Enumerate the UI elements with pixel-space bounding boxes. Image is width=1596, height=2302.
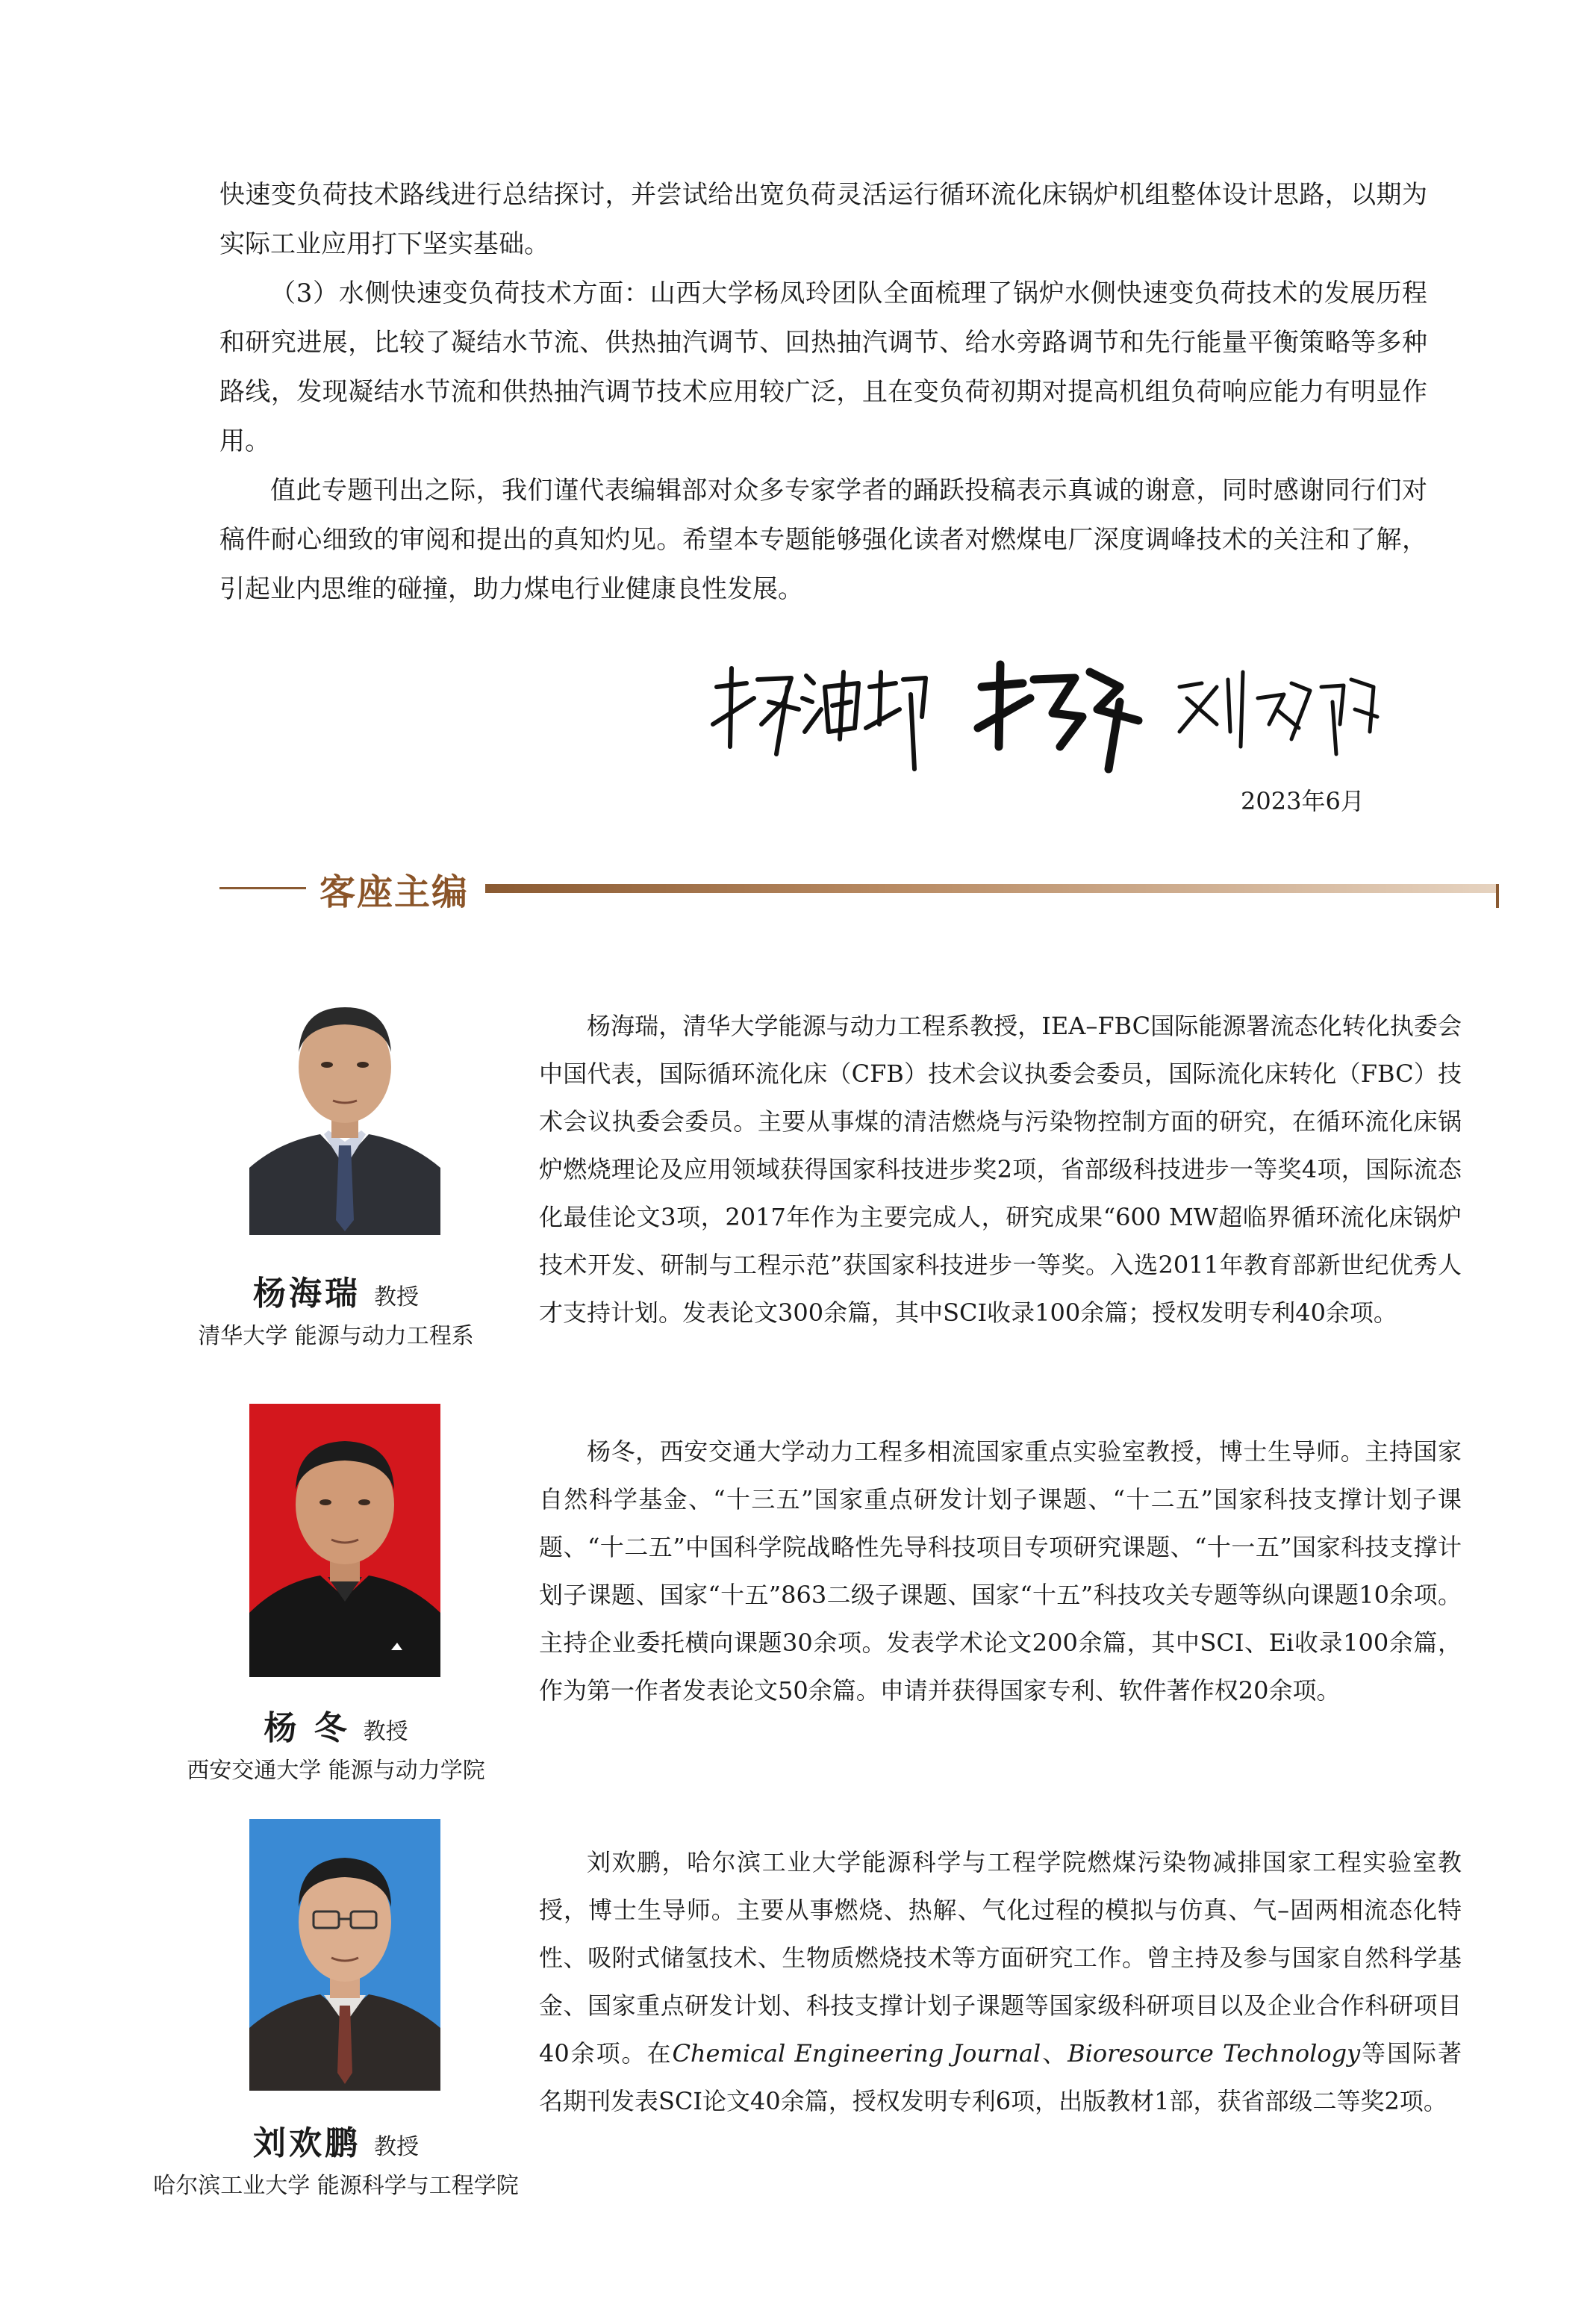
intro-paragraph: （3）水侧快速变负荷技术方面：山西大学杨凤玲团队全面梳理了锅炉水侧快速变负荷技术的发展历程和研究进展，比较了凝结水节流、供热抽汽调节、回热抽汽调节、给水旁路调节和先行能量平衡策略等多种路线，发现凝结水节流和供热抽汽调节技术应用较广泛，且在变负荷初期对提高机组负荷响应能力有明显作用。 [219,279,1427,456]
header-band-end [1496,884,1499,908]
portrait-photo [249,1819,440,2091]
header-rule-left [219,887,306,889]
signature-liu-huanpeng [1179,672,1377,754]
editor-title: 教授 [363,1719,408,1745]
intro-text [219,170,1427,614]
editor-name-row [149,1701,523,1749]
signature-yang-hairui [713,668,926,769]
bio-separator: 、 [1041,2039,1068,2068]
editor-name-row [149,2116,523,2164]
intro-paragraph: 快速变负荷技术路线进行总结探讨，并尝试给出宽负荷灵活运行循环流化床锅炉机组整体设计思路，以期为实际工业应用打下坚实基础。 [219,180,1427,259]
editor-bio: 杨海瑞，清华大学能源与动力工程系教授，IEA–FBC国际能源署流态化转化执委会中国代表，国际循环流化床（CFB）技术会议执委会委员，国际流化床转化（FBC）技术会议执委会委员。主要从事煤的清洁燃烧与污染物控制方面的研究，在循环流化床锅炉燃烧理论及应用领域获得国家科技进步奖2项，省部级科技进步一等奖4项，国际流态化最佳论文3项，2017年作为主要完成人，研究成果“600 MW超临界循环流化床锅炉技术开发、研制与工程示范”获国家科技进步一等奖。入选2011年教育部新世纪优秀人才支持计划。发表论文300余篇，其中SCI收录100余篇；授权发明专利40余项。 [539,1012,1462,1327]
portrait-photo [249,981,440,1235]
intro-paragraph: 值此专题刊出之际，我们谨代表编辑部对众多专家学者的踊跃投稿表示真诚的谢意，同时感谢同行们对稿件耐心细致的审阅和提出的真知灼见。希望本专题能够强化读者对燃煤电厂深度调峰技术的关注和了解，引起业内思维的碰撞，助力煤电行业健康良性发展。 [219,476,1427,604]
section-header [219,859,1511,918]
portrait-photo [249,1404,440,1677]
signature-date: 2023年6月 [1241,787,1365,815]
header-band [485,884,1499,893]
editor-name: 杨 冬 [264,1709,350,1747]
editor-title: 教授 [374,1284,419,1310]
editor-title: 教授 [374,2134,419,2160]
editor-name: 杨海瑞 [253,1275,361,1313]
bio-text: 刘欢鹏，哈尔滨工业大学能源科学与工程学院燃煤污染物减排国家工程实验室教授，博士生导师。主要从事燃烧、热解、气化过程的模拟与仿真、气–固两相流态化特性、吸附式储氢技术、生物质燃烧技术等方面研究工作。曾主持及参与国家自然科学基金、国家重点研发计划、科技支撑计划子课题等国家级科研项目以及企业合作科研项目40余项。在 [539,1848,1462,2068]
editor-affiliation: 清华大学 能源与动力工程系 [198,1323,474,1349]
journal-name: Chemical Engineering Journal [672,2039,1041,2068]
editor-name: 刘欢鹏 [253,2124,361,2162]
editor-affiliation: 哈尔滨工业大学 能源科学与工程学院 [153,2173,519,2199]
bio-text: 等国际著名期刊发表SCI论文40余篇，授权发明专利6项，出版教材1部，获省部级二等奖2项。 [539,2039,1462,2115]
editor-affiliation: 西安交通大学 能源与动力学院 [187,1758,485,1784]
journal-name: Bioresource Technology [1067,2039,1361,2068]
editor-bio [539,1838,1462,2125]
editor-bio: 杨冬，西安交通大学动力工程多相流国家重点实验室教授，博士生导师。主持国家自然科学基金、“十三五”国家重点研发计划子课题、“十二五”国家科技支撑计划子课题、“十二五”中国科学院战略性先导科技项目专项研究课题、“十一五”国家科技支撑计划子课题、国家“十五”863二级子课题、国家“十五”科技攻关专题等纵向课题10余项。主持企业委托横向课题30余项。发表学术论文200余篇，其中SCI、Ei收录100余篇，作为第一作者发表论文50余篇。申请并获得国家专利、软件著作权20余项。 [539,1437,1462,1705]
editor-name-row [149,1266,523,1314]
section-title: 客座主编 [319,871,470,913]
signature-yang-dong [978,665,1138,769]
editor-signatures [702,657,1388,777]
